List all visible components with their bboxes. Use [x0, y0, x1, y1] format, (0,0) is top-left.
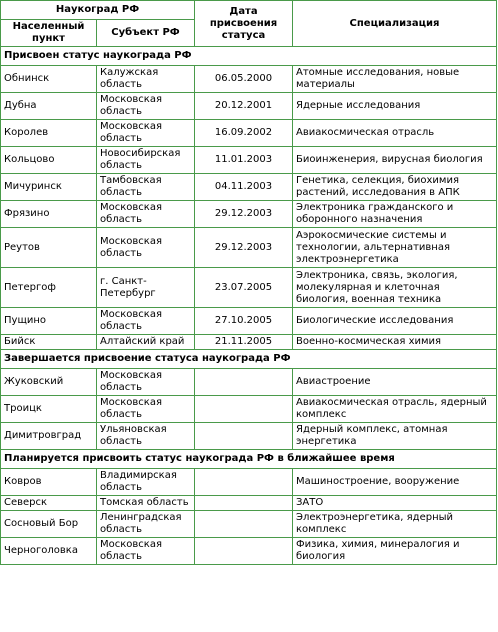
cell-city: Обнинск: [1, 66, 97, 93]
section-title: Присвоен статус наукограда РФ: [1, 47, 497, 66]
table-row: [1, 268, 497, 308]
cell-city: Реутов: [1, 228, 97, 268]
cell-date: [195, 396, 293, 423]
cell-specialization: Авиакосмическая отрасль: [293, 120, 497, 147]
cell-city: Дубна: [1, 93, 97, 120]
cell-specialization: Ядерный комплекс, атомная энергетика: [293, 423, 497, 450]
cell-date: 06.05.2000: [195, 66, 293, 93]
section-title: Планируется присвоить статус наукограда РФ в ближайшее время: [1, 450, 497, 469]
cell-specialization: Атомные исследования, новые материалы: [293, 66, 497, 93]
table-row: [1, 147, 497, 174]
cell-city: Пущино: [1, 308, 97, 335]
cell-date: 29.12.2003: [195, 228, 293, 268]
cell-date: 29.12.2003: [195, 201, 293, 228]
table-header: [1, 1, 497, 47]
cell-subject: Владимирская область: [97, 469, 195, 496]
cell-subject: Московская область: [97, 93, 195, 120]
table-row: [1, 335, 497, 350]
table-row: [1, 423, 497, 450]
cell-date: [195, 423, 293, 450]
cell-subject: Тамбовская область: [97, 174, 195, 201]
cell-date: [195, 496, 293, 511]
cell-city: Петергоф: [1, 268, 97, 308]
cell-city: Троицк: [1, 396, 97, 423]
cell-city: Ковров: [1, 469, 97, 496]
table-row: [1, 308, 497, 335]
cell-city: Фрязино: [1, 201, 97, 228]
cell-city: Бийск: [1, 335, 97, 350]
cell-date: 16.09.2002: [195, 120, 293, 147]
table-row: [1, 120, 497, 147]
cell-date: 11.01.2003: [195, 147, 293, 174]
cell-city: Кольцово: [1, 147, 97, 174]
table-row: [1, 228, 497, 268]
cell-specialization: Электроника гражданского и оборонного назначения: [293, 201, 497, 228]
cell-city: Мичуринск: [1, 174, 97, 201]
table-row: [1, 93, 497, 120]
cell-specialization: Аэрокосмические системы и технологии, альтернативная электроэнергетика: [293, 228, 497, 268]
cell-specialization: Электроэнергетика, ядерный комплекс: [293, 511, 497, 538]
section-row: [1, 47, 497, 66]
cell-specialization: Электроника, связь, экология, молекулярная и клеточная биология, военная техника: [293, 268, 497, 308]
cell-specialization: Машиностроение, вооружение: [293, 469, 497, 496]
cell-city: Димитровград: [1, 423, 97, 450]
cell-subject: Ленинградская область: [97, 511, 195, 538]
cell-subject: Московская область: [97, 538, 195, 565]
cell-specialization: Ядерные исследования: [293, 93, 497, 120]
cell-date: [195, 538, 293, 565]
cell-subject: г. Санкт-Петербург: [97, 268, 195, 308]
cell-city: Черноголовка: [1, 538, 97, 565]
cell-date: 21.11.2005: [195, 335, 293, 350]
header-naukograd: Наукоград РФ: [1, 1, 195, 20]
cell-specialization: Биологические исследования: [293, 308, 497, 335]
cell-city: Королев: [1, 120, 97, 147]
cell-city: Северск: [1, 496, 97, 511]
table-row: [1, 201, 497, 228]
cell-specialization: Военно-космическая химия: [293, 335, 497, 350]
cell-subject: Томская область: [97, 496, 195, 511]
header-subject: Субъект РФ: [97, 20, 195, 47]
table-body: [1, 47, 497, 565]
cell-date: 04.11.2003: [195, 174, 293, 201]
table-row: [1, 66, 497, 93]
cell-date: [195, 369, 293, 396]
cell-subject: Московская область: [97, 120, 195, 147]
header-city: Населенный пункт: [1, 20, 97, 47]
section-row: [1, 350, 497, 369]
cell-city: Сосновый Бор: [1, 511, 97, 538]
cell-specialization: Авиакосмическая отрасль, ядерный комплекс: [293, 396, 497, 423]
table-row: [1, 496, 497, 511]
header-date: Дата присвоения статуса: [195, 1, 293, 47]
cell-subject: Новосибирская область: [97, 147, 195, 174]
cell-subject: Московская область: [97, 396, 195, 423]
cell-specialization: Генетика, селекция, биохимия растений, исследования в АПК: [293, 174, 497, 201]
table-row: [1, 369, 497, 396]
cell-city: Жуковский: [1, 369, 97, 396]
cell-date: 23.07.2005: [195, 268, 293, 308]
table-row: [1, 396, 497, 423]
cell-subject: Ульяновская область: [97, 423, 195, 450]
cell-date: [195, 511, 293, 538]
cell-subject: Московская область: [97, 228, 195, 268]
cell-subject: Московская область: [97, 308, 195, 335]
cell-specialization: Авиастроение: [293, 369, 497, 396]
table-row: [1, 511, 497, 538]
cell-date: 27.10.2005: [195, 308, 293, 335]
cell-specialization: Физика, химия, минералогия и биология: [293, 538, 497, 565]
header-specialization: Специализация: [293, 1, 497, 47]
cell-specialization: Биоинженерия, вирусная биология: [293, 147, 497, 174]
cell-specialization: ЗАТО: [293, 496, 497, 511]
cell-date: [195, 469, 293, 496]
section-title: Завершается присвоение статуса наукограда РФ: [1, 350, 497, 369]
cell-subject: Московская область: [97, 369, 195, 396]
table-row: [1, 538, 497, 565]
cell-subject: Алтайский край: [97, 335, 195, 350]
table-row: [1, 174, 497, 201]
cell-date: 20.12.2001: [195, 93, 293, 120]
cell-subject: Калужская область: [97, 66, 195, 93]
cell-subject: Московская область: [97, 201, 195, 228]
section-row: [1, 450, 497, 469]
table-row: [1, 469, 497, 496]
